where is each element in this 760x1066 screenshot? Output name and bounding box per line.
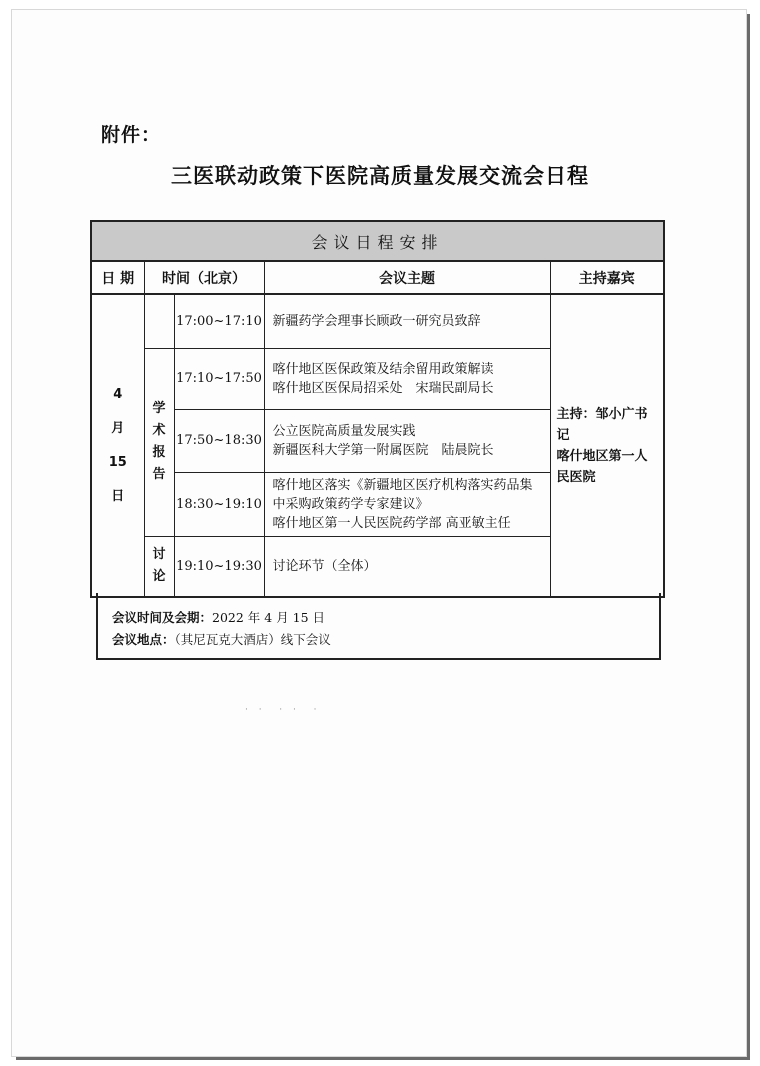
topic-line: 喀什地区落实《新疆地区医疗机构落实药品集 [272,477,533,493]
meeting-time-value: 2022 年 4 月 15 日 [212,610,326,625]
date-line: 15 [108,454,127,470]
category-char: 学 [152,401,166,416]
topic-line: 喀什地区第一人民医院药学部 高亚敏主任 [272,515,511,531]
time-cell: 17:00~17:10 [174,294,264,348]
topic-line: 新疆药学会理事长顾政一研究员致辞 [272,313,481,329]
topic-line: 讨论环节（全体） [272,558,377,574]
table-row [91,294,664,348]
date-line: 4 [113,386,123,402]
meeting-place-label: 会议地点： [112,632,175,647]
meeting-place-value: （其尼瓦克大酒店）线下会议 [174,632,331,647]
col-host: 主持嘉宾 [550,261,664,294]
document-title: 三医联动政策下医院高质量发展交流会日程 [171,163,589,188]
topic-cell [264,409,550,472]
category-char: 术 [152,423,166,438]
category-academic [144,348,174,536]
category-char: 报 [152,445,166,460]
topic-line: 喀什地区医保政策及结余留用政策解读 [272,361,494,377]
host-line: 民医院 [556,469,596,485]
col-date: 日 期 [91,261,144,294]
schedule-table [90,220,665,598]
category-char: 论 [152,569,166,585]
topic-line: 新疆医科大学第一附属医院 陆晨院长 [272,442,494,458]
date-line: 日 [111,488,125,504]
time-cell: 19:10~19:30 [174,536,264,597]
date-line: 月 [111,420,125,436]
topic-cell [264,536,550,597]
category-char: 讨 [152,547,166,563]
col-topic: 会议主题 [264,261,550,294]
category-discussion [144,536,174,597]
time-cell: 17:10~17:50 [174,348,264,409]
topic-cell [264,348,550,409]
time-cell: 17:50~18:30 [174,409,264,472]
table-header: 会议日程安排 [91,221,664,261]
scan-specks: · · · · · [245,705,321,715]
host-line: 主持：邹小广书记 [556,406,648,443]
topic-cell [264,294,550,348]
meeting-time [112,607,659,629]
category-char: 告 [152,467,166,482]
col-time: 时间（北京） [144,261,264,294]
meeting-info [96,593,661,660]
attachment-label: 附件： [101,124,162,146]
topic-cell [264,472,550,536]
host-cell [550,294,664,597]
empty-category-cell [144,294,174,348]
meeting-time-label: 会议时间及会期： [112,610,213,625]
time-cell: 18:30~19:10 [174,472,264,536]
topic-line: 公立医院高质量发展实践 [272,423,416,439]
host-line: 喀什地区第一人 [556,448,648,464]
topic-line: 喀什地区医保局招采处 宋瑞民副局长 [272,380,494,396]
topic-line: 中采购政策药学专家建议》 [272,496,429,512]
date-cell [91,294,144,597]
meeting-place [112,629,659,651]
